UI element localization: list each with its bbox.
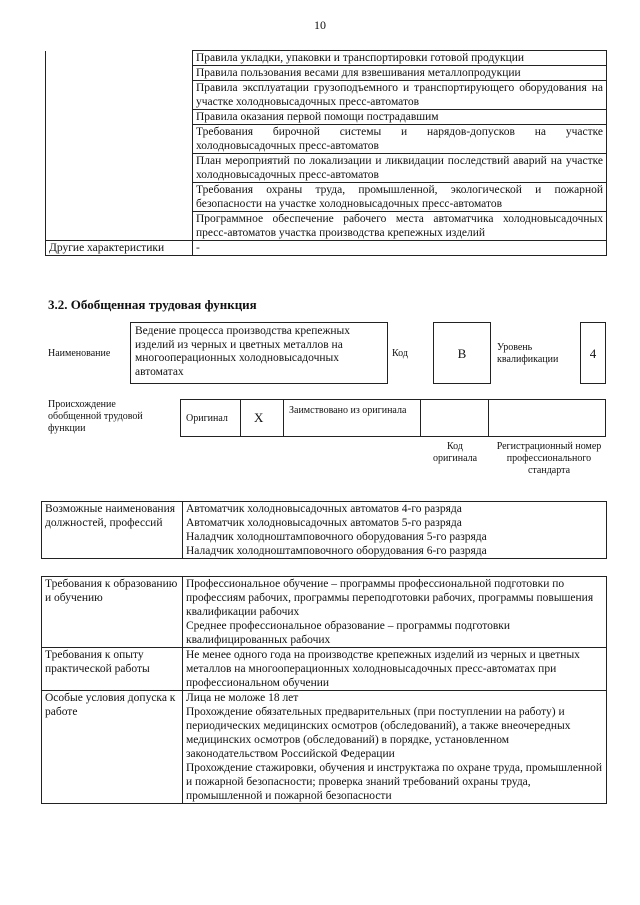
positions-label: Возможные наименования должностей, профессий [42, 502, 183, 559]
admission-cell [183, 691, 607, 804]
code-original-label: Код оригинала [432, 441, 478, 464]
admission-item: Прохождение стажировки, обучения и инструктажа по охране труда, промышленной и пожарной безопасности; проверка знаний требований охраны труда, промышленной и пожарной безопасности [186, 762, 603, 802]
reg-number-label: Регистрационный номер профессионального стандарта [496, 441, 602, 476]
knowledge-item: Программное обеспечение рабочего места автоматчика холодновысадочных пресс-автоматов участка производства крепежных изделий [196, 213, 603, 239]
divider [420, 399, 421, 437]
knowledge-item: Правила оказания первой помощи пострадавшим [193, 110, 606, 125]
level-value-box: 4 [580, 322, 606, 384]
education-label: Требования к образованию и обучению [42, 577, 183, 648]
knowledge-item: План мероприятий по локализации и ликвидации последствий аварий на участке холодновысадочных пресс-автоматов [193, 154, 606, 183]
continuation-cell [193, 51, 607, 241]
code-value-box: B [433, 322, 491, 384]
borrowed-label: Заимствовано из оригинала [289, 405, 407, 416]
original-label: Оригинал [186, 413, 228, 424]
page-number: 10 [314, 18, 326, 32]
position-item: Наладчик холодноштамповочного оборудования 5-го разряда [186, 531, 487, 543]
education-item: Среднее профессиональное образование – программы подготовки квалифицированных рабочих [186, 620, 511, 646]
education-cell [183, 577, 607, 648]
divider [488, 399, 489, 437]
level-label: Уровень квалификации [497, 342, 559, 365]
knowledge-item: Требования бирочной системы и нарядов-допусков на участке холодновысадочных пресс-автоматов [193, 125, 606, 154]
section-title: 3.2. Обобщенная трудовая функция [48, 297, 257, 312]
requirements-table [41, 576, 607, 804]
divider [283, 399, 284, 437]
admission-item: Лица не моложе 18 лет [186, 692, 299, 704]
origin-label: Происхождение обобщенной трудовой функции [48, 399, 143, 434]
knowledge-item: Правила пользования весами для взвешивания металлопродукции [193, 66, 606, 81]
positions-table [41, 501, 607, 559]
position-item: Автоматчик холодновысадочных автоматов 5-го разряда [186, 517, 462, 529]
original-mark: X [254, 410, 264, 425]
other-characteristics-label: Другие характеристики [46, 241, 193, 256]
continuation-table [45, 50, 607, 256]
name-label: Наименование [48, 348, 111, 359]
divider [240, 399, 241, 437]
position-item: Автоматчик холодновысадочных автоматов 4-го разряда [186, 503, 462, 515]
experience-label: Требования к опыту практической работы [42, 648, 183, 691]
code-label: Код [392, 348, 408, 359]
knowledge-item: Требования охраны труда, промышленной, экологической и пожарной безопасности на участке холодновысадочных пресс-автоматов [193, 183, 606, 212]
other-characteristics-value: - [193, 241, 607, 256]
admission-item: Прохождение обязательных предварительных (при поступлении на работу) и периодических медицинских осмотров (обследований), а также внеочередных медицинских осмотров (обследований) в порядке, установленном законодательством Российской Федерации [186, 706, 571, 760]
position-item: Наладчик холодноштамповочного оборудования 6-го разряда [186, 545, 487, 557]
education-item: Профессиональное обучение – программы профессиональной подготовки по профессиям рабочих, программы переподготовки рабочих, программы повышения квалификации рабочих [186, 578, 594, 618]
experience-cell [183, 648, 607, 691]
positions-cell [183, 502, 607, 559]
admission-label: Особые условия допуска к работе [42, 691, 183, 804]
continuation-label-empty [46, 51, 193, 241]
knowledge-item: Правила эксплуатации грузоподъемного и транспортирующего оборудования на участке холодновысадочных пресс-автоматов [193, 81, 606, 110]
function-name-box: Ведение процесса производства крепежных изделий из черных и цветных металлов на многооперационных холодновысадочных автоматах [130, 322, 388, 384]
experience-item: Не менее одного года на производстве крепежных изделий из черных и цветных металлов на многооперационных холодновысадочных пресс-автоматах при профессиональном обучении [186, 649, 580, 689]
knowledge-item: Правила укладки, упаковки и транспортировки готовой продукции [193, 51, 606, 66]
